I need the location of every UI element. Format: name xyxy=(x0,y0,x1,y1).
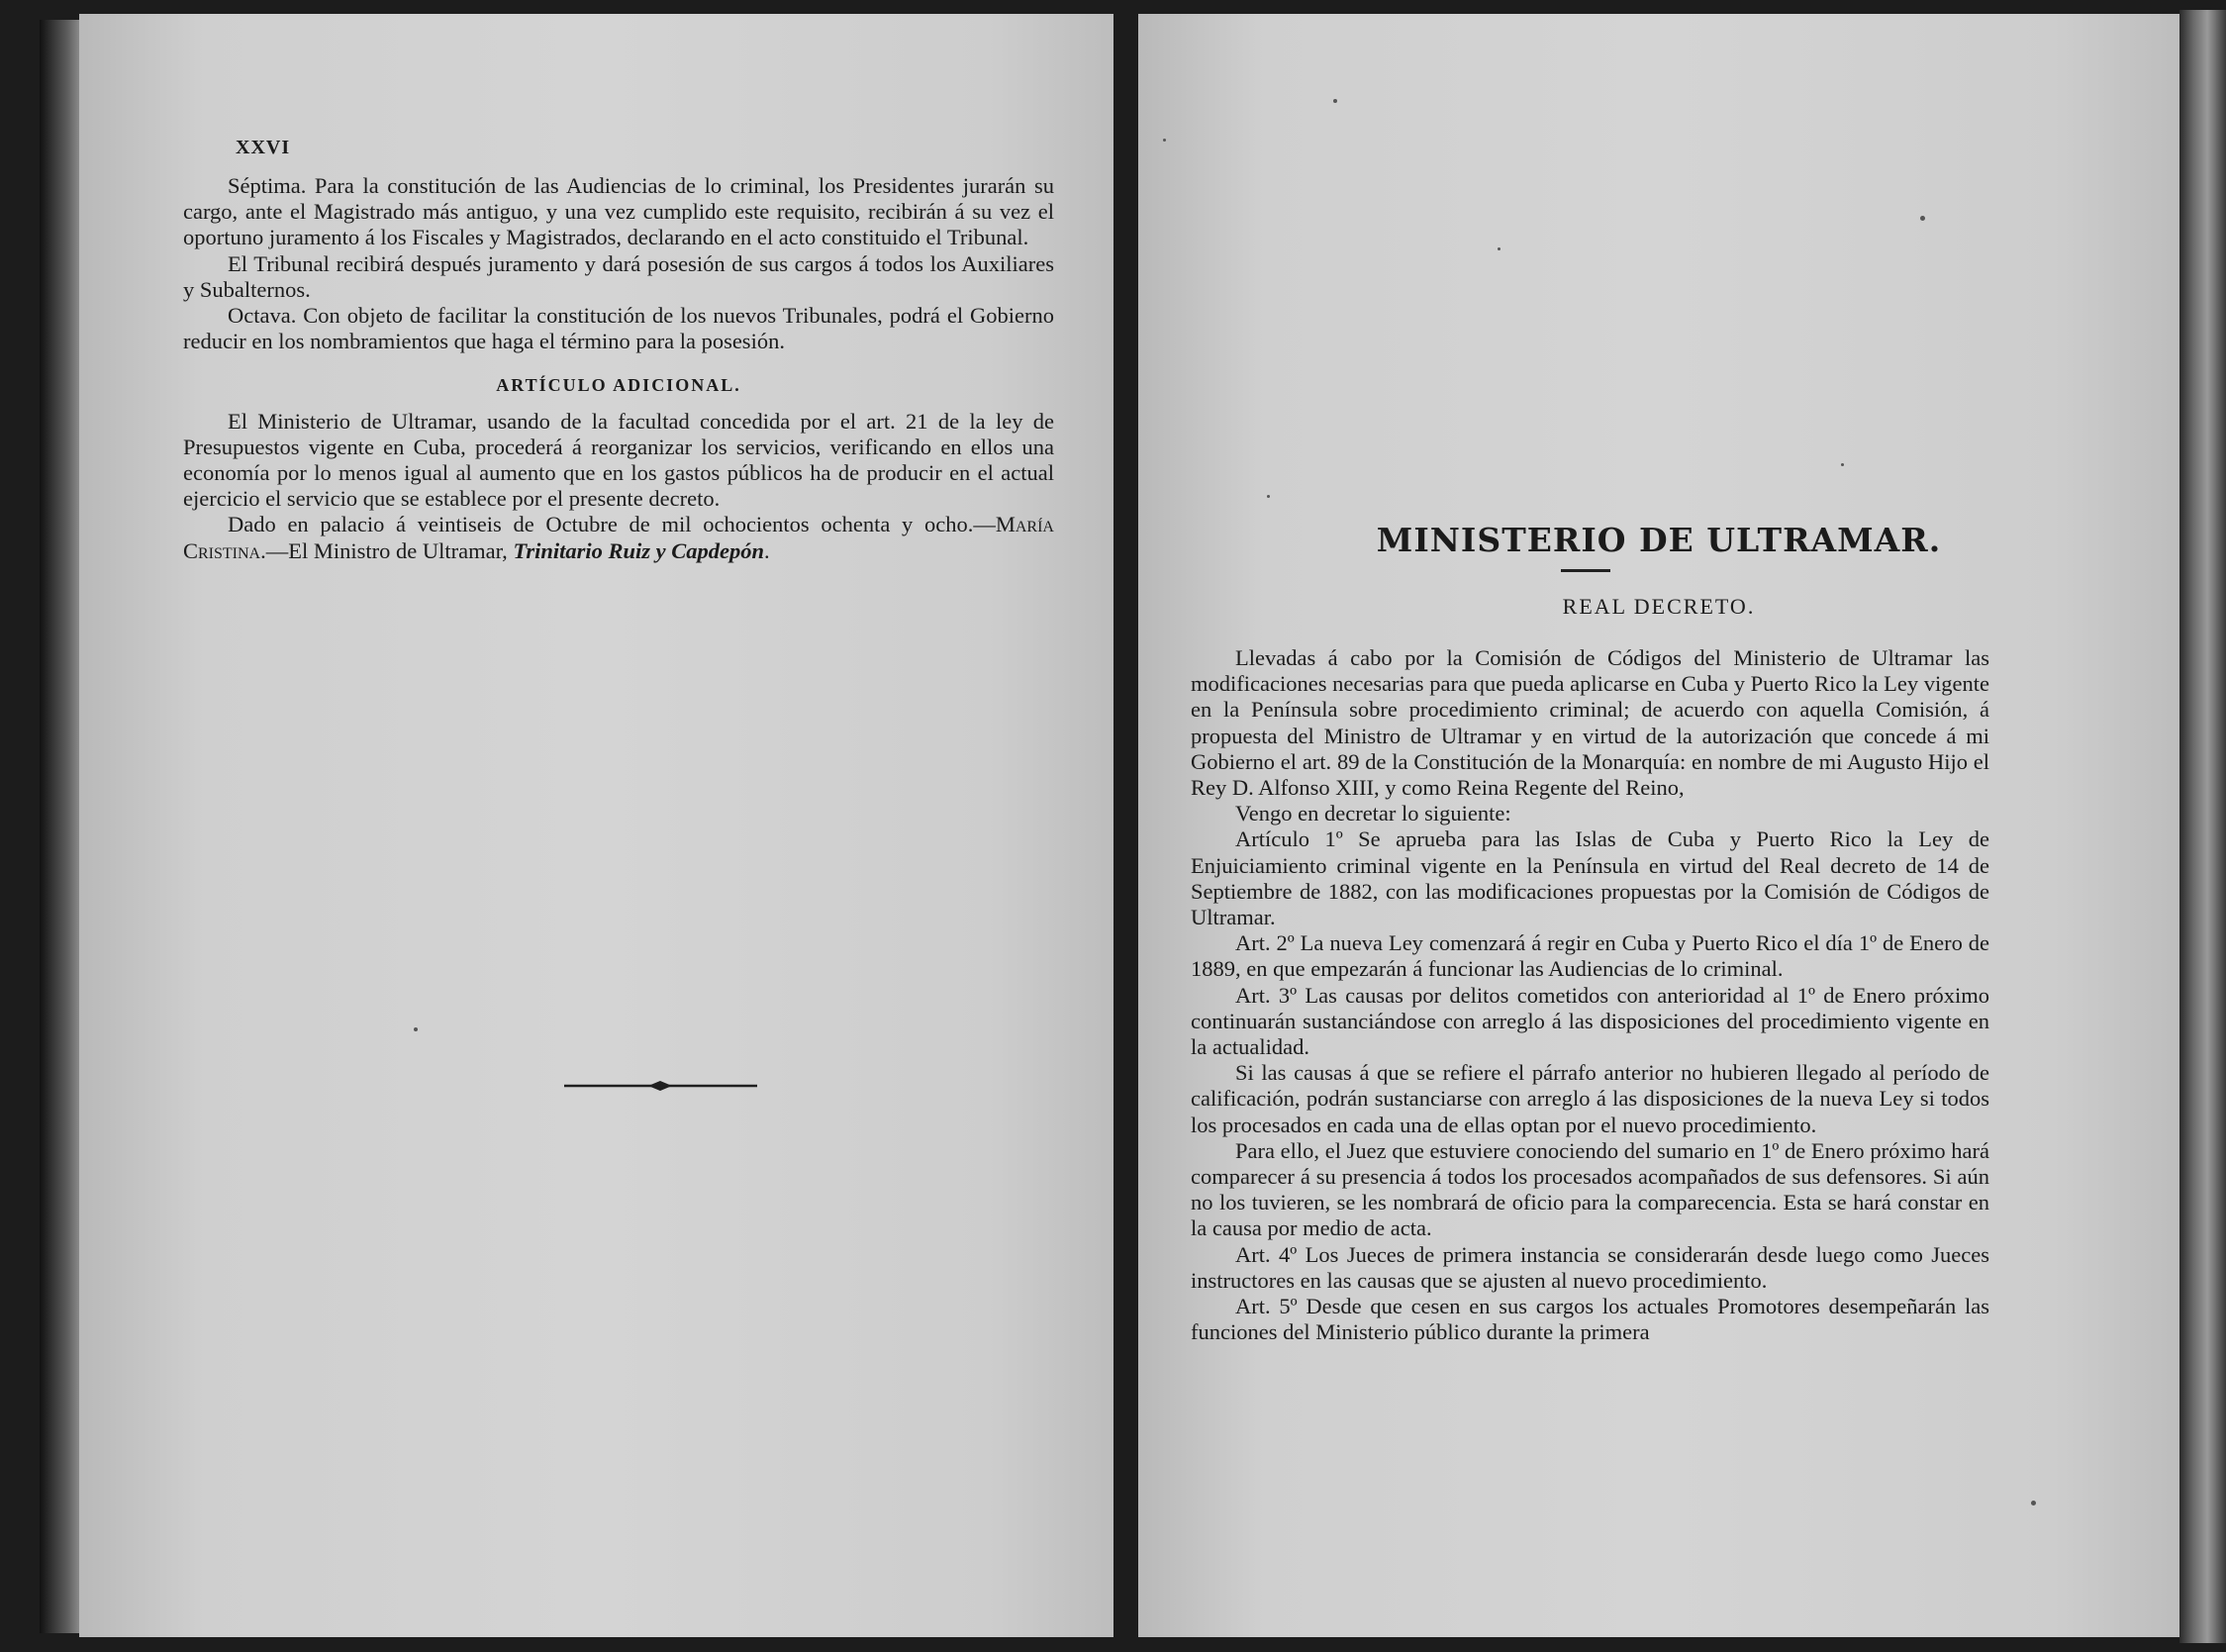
signatory-queen: María Cristina xyxy=(183,512,1054,563)
paragraph-para-ello: Para ello, el Juez que estuviere conociendo del sumario en 1º de Enero próximo hará comparecer á su presencia á todos los procesados acompañados de sus defensores. Si aún no los tuvieren, se les nombrará de oficio para la comparecencia. Esta se hará constar en la causa por medio de acta. xyxy=(1191,1137,1989,1241)
paragraph-causas: Si las causas á que se refiere el párrafo anterior no hubieren llegado al período de calificación, podrán sustanciarse con arreglo á las disposiciones de la nueva Ley si todos los procesados en cada una de ellas optan por el nuevo procedimiento. xyxy=(1191,1060,1989,1137)
ministry-title: MINISTERIO DE ULTRAMAR. xyxy=(1376,521,1942,559)
closing-end: . xyxy=(764,537,770,563)
title-rule xyxy=(1561,569,1610,572)
ornamental-rule-icon xyxy=(564,1081,757,1091)
section-heading-articulo-adicional: ARTÍCULO ADICIONAL. xyxy=(496,375,741,396)
paragraph-preamble: Llevadas á cabo por la Comisión de Códigos del Ministerio de Ultramar las modificaciones necesarias para que pueda aplicarse en Cuba y Puerto Rico la Ley vigente en la Península sobre procedimiento criminal; de acuerdo con aquella Comisión, á propuesta del Ministro de Ultramar y en virtud de la autorización que concede á mi Gobierno el art. 89 de la Constitución de la Monarquía: en nombre de mi Augusto Hijo el Rey D. Alfonso XIII, y como Reina Regente del Reino, xyxy=(1191,645,1989,801)
paragraph-articulo-2: Art. 2º La nueva Ley comenzará á regir en Cuba y Puerto Rico el día 1º de Enero de 1889, en que empezarán á funcionar las Audiencias de lo criminal. xyxy=(1191,930,1989,982)
paragraph-tribunal: El Tribunal recibirá después juramento y dará posesión de sus cargos á todos los Auxiliares y Subalternos. xyxy=(183,250,1054,302)
paragraph-articulo-adicional: El Ministerio de Ultramar, usando de la facultad concedida por el art. 21 de la ley de Presupuestos vigente en Cuba, procederá á reorganizar los servicios, verificando en ellos una economía por lo menos igual al aumento que en los gastos públicos ha de producir en el actual ejercicio el servicio que se establece por el presente decreto. xyxy=(183,408,1054,512)
paragraph-articulo-5: Art. 5º Desde que cesen en sus cargos los actuales Promotores desempeñarán las funciones del Ministerio público durante la primera xyxy=(1191,1294,1989,1345)
page-number: XXVI xyxy=(236,137,291,158)
decree-heading: REAL DECRETO. xyxy=(1562,594,1756,619)
closing-text: Dado en palacio á veintiseis de Octubre de mil ochocientos ochenta y ocho.— xyxy=(228,512,996,537)
paragraph-octava: Octava. Con objeto de facilitar la constitución de los nuevos Tribunales, podrá el Gobierno reducir en los nombramientos que haga el término para la posesión. xyxy=(183,303,1054,354)
right-page-text xyxy=(1191,645,1989,1345)
right-book-edge xyxy=(2179,10,2226,1643)
paragraph-vengo: Vengo en decretar lo siguiente: xyxy=(1235,801,1511,826)
left-page-text xyxy=(183,173,1054,564)
left-book-edge xyxy=(40,20,79,1633)
closing-mid: .—El Ministro de Ultramar, xyxy=(260,537,514,563)
paragraph-septima: Séptima. Para la constitución de las Audiencias de lo criminal, los Presidentes jurarán su cargo, ante el Magistrado más antiguo, y una vez cumplido este requisito, recibirán á su vez el oportuno juramento á los Fiscales y Magistrados, declarando en el acto constituido el Tribunal. xyxy=(183,173,1054,250)
signatory-minister: Trinitario Ruiz y Capdepón xyxy=(513,537,765,563)
closing-paragraph xyxy=(183,512,1054,563)
paragraph-articulo-1: Artículo 1º Se aprueba para las Islas de Cuba y Puerto Rico la Ley de Enjuiciamiento criminal vigente en la Península en virtud del Real decreto de 14 de Septiembre de 1882, con las modificaciones propuestas por la Comisión de Códigos de Ultramar. xyxy=(1191,826,1989,930)
paragraph-articulo-4: Art. 4º Los Jueces de primera instancia se considerarán desde luego como Jueces instructores en las causas que se ajusten al nuevo procedimiento. xyxy=(1191,1241,1989,1293)
paragraph-articulo-3: Art. 3º Las causas por delitos cometidos con anterioridad al 1º de Enero próximo continuarán sustanciándose con arreglo á las disposiciones del procedimiento vigente en la actualidad. xyxy=(1191,982,1989,1060)
